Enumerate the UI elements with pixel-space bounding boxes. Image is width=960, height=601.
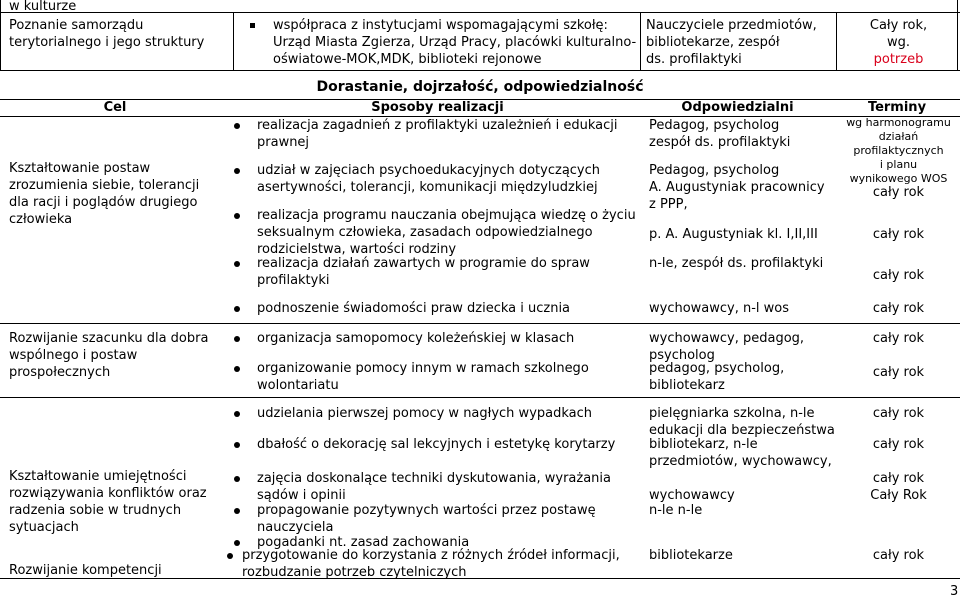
- row3-o1-line-1: pielęgniarka szkolna, n-le: [649, 406, 815, 421]
- bullet-icon: [234, 336, 240, 342]
- row2-s1: organizacja samopomocy koleżeńskiej w klasach: [257, 331, 575, 346]
- top-sposoby-line-1: współpraca z instytucjami wspomagającymi szkołę:: [273, 18, 608, 33]
- row3-s1: udzielania pierwszej pomocy w nagłych wypadkach: [257, 406, 593, 421]
- row3-o2-line-2: przedmiotów, wychowawcy,: [649, 454, 832, 469]
- row3-t6: cały rok: [872, 548, 925, 563]
- row3-cel-line-4: sytuacjach: [9, 520, 79, 535]
- top-odp-line-1: Nauczyciele przedmiotów,: [646, 18, 817, 33]
- row1-cel-line-3: dla racji i poglądów drugiego: [9, 195, 198, 210]
- row2-bottom: [0, 397, 960, 398]
- row1-o3: p. A. Augustyniak kl. I,II,III: [649, 227, 818, 242]
- bullet-icon: [234, 261, 240, 267]
- row1-o2-line-1: Pedagog, psycholog: [649, 163, 780, 178]
- square-bullet-icon: [250, 23, 255, 28]
- row1-s3-line-1: realizacja programu nauczania obejmująca wiedzę o życiu: [257, 208, 636, 223]
- bullet-icon: [234, 213, 240, 219]
- row3-o1-line-2: edukacji dla bezpieczeństwa: [649, 423, 835, 438]
- row3-cel-line-3: radzenia sobie w trudnych: [9, 503, 182, 518]
- bullet-icon: [234, 366, 240, 372]
- row2-t1: cały rok: [872, 331, 925, 346]
- row3-s2: dbałość o dekorację sal lekcyjnych i estetykę korytarzy: [257, 437, 616, 452]
- top-col-border-4: [836, 12, 837, 70]
- bullet-icon: [234, 306, 240, 312]
- row2-cel-line-3: prospołecznych: [9, 365, 111, 380]
- row3-s6-line-2: rozbudzanie potrzeb czytelniczych: [242, 565, 467, 580]
- top-termin-line-2: wg.: [886, 35, 911, 50]
- row1-s1-line-1: realizacja zagadnień z profilaktyki uzależnień i edukacji: [257, 118, 618, 133]
- top-sposoby-line-2: Urząd Miasta Zgierza, Urząd Pracy, placówki kulturalno-: [273, 35, 637, 50]
- row1-s3-line-3: rodzicielstwa, wartości rodziny: [257, 242, 457, 257]
- row1-t4: cały rok: [872, 268, 925, 283]
- bullet-icon: [234, 442, 240, 448]
- page-number: 3: [950, 584, 959, 599]
- row3-cel-line-1: Kształtowanie umiejętności: [9, 469, 187, 484]
- bullet-icon: [234, 411, 240, 417]
- row2-o2-line-2: bibliotekarz: [649, 378, 725, 393]
- row1-cel-line-1: Kształtowanie postaw: [9, 161, 151, 176]
- row1-s5: podnoszenie świadomości praw dziecka i ucznia: [257, 301, 571, 316]
- row1-o1-line-2: zespół ds. profilaktyki: [649, 135, 791, 150]
- bullet-icon: [234, 540, 240, 546]
- top-sposoby-line-3: oświatowe-MOK,MDK, biblioteki rejonowe: [273, 52, 542, 67]
- top-cel-line-2: terytorialnego i jego struktury: [9, 35, 205, 50]
- top-col-border-2: [233, 12, 234, 70]
- row3-s4-line-2: nauczyciela: [257, 520, 334, 535]
- bullet-icon: [234, 476, 240, 482]
- row1-s3-line-2: seksualnym człowieka, zasadach odpowiedzialnego: [257, 225, 593, 240]
- row1-s2-line-2: asertywności, tolerancji, komunikacji międzyludzkiej: [257, 180, 598, 195]
- row1-t1-line-2: działań: [878, 130, 919, 143]
- top-termin-line-3: potrzeb: [873, 52, 924, 67]
- section-title: Dorastanie, dojrzałość, odpowiedzialność: [316, 79, 644, 95]
- row3-o4: n-le n-le: [649, 503, 703, 518]
- row3-cel2: Rozwijanie kompetencji: [9, 563, 162, 578]
- top-termin-line-1: Cały rok,: [869, 18, 928, 33]
- bullet-icon: [234, 123, 240, 129]
- header-cel: Cel: [103, 100, 127, 115]
- header-sposoby: Sposoby realizacji: [371, 100, 504, 115]
- row3-s6-line-1: przygotowanie do korzystania z różnych źródeł informacji,: [242, 548, 620, 563]
- row1-t5: cały rok: [872, 301, 925, 316]
- header-terminy: Terminy: [867, 100, 927, 115]
- row1-o2-line-3: z PPP,: [649, 197, 688, 212]
- top-odp-line-2: bibliotekarze, zespół: [646, 35, 780, 50]
- row1-s2-line-1: udział w zajęciach psychoedukacyjnych dotyczących: [257, 163, 601, 178]
- row3-s3-line-2: sądów i opinii: [257, 488, 346, 503]
- row3-s4-line-1: propagowanie pozytywnych wartości przez postawę: [257, 503, 596, 518]
- row3-o6: bibliotekarze: [649, 548, 733, 563]
- header-odpowiedzialni: Odpowiedzialni: [681, 100, 794, 115]
- row2-o1-line-2: psycholog: [649, 348, 715, 363]
- row2-s2-line-2: wolontariatu: [257, 378, 339, 393]
- row3-o2-line-1: bibliotekarz, n-le: [649, 437, 758, 452]
- row1-cel-line-2: zrozumienia siebie, tolerancji: [9, 178, 200, 193]
- row1-o5: wychowawcy, n-l wos: [649, 301, 790, 316]
- top-odp-line-3: ds. profilaktyki: [646, 52, 742, 67]
- row1-o1-line-1: Pedagog, psycholog: [649, 118, 780, 133]
- row1-t1-line-5: wynikowego WOS: [849, 172, 948, 185]
- top-table-bottom: [0, 70, 960, 71]
- row1-bottom: [0, 323, 960, 324]
- row1-cel-line-4: człowieka: [9, 212, 73, 227]
- row3-o3: wychowawcy: [649, 488, 735, 503]
- row2-t2: cały rok: [872, 365, 925, 380]
- row3-s3-line-1: zajęcia doskonalące techniki dyskutowania, wyrażania: [257, 471, 611, 486]
- bullet-icon: [234, 508, 240, 514]
- row1-s4-line-2: profilaktyki: [257, 273, 330, 288]
- row1-t1-line-3: profilaktycznych: [853, 144, 944, 157]
- row2-o1-line-1: wychowawcy, pedagog,: [649, 331, 805, 346]
- row1-s4-line-1: realizacja działań zawartych w programie do spraw: [257, 256, 590, 271]
- row2-o2-line-1: pedagog, psycholog,: [649, 361, 785, 376]
- row1-s1-line-2: prawnej: [257, 135, 310, 150]
- row2-cel-line-1: Rozwijanie szacunku dla dobra: [9, 331, 209, 346]
- row1-o4: n-le, zespół ds. profilaktyki: [649, 256, 824, 271]
- bullet-icon: [227, 553, 233, 559]
- row1-t1-line-1: wg harmonogramu: [846, 116, 951, 129]
- row3-t4: Cały Rok: [870, 488, 927, 503]
- row1-t1-line-4: i planu: [879, 158, 918, 171]
- row2-s2-line-1: organizowanie pomocy innym w ramach szkolnego: [257, 361, 589, 376]
- top-cel-line-1: Poznanie samorządu: [9, 18, 144, 33]
- row1-o2-line-2: A. Augustyniak pracownicy: [649, 180, 825, 195]
- row3-t3: cały rok: [872, 471, 925, 486]
- top-col-border-3: [640, 12, 641, 70]
- row3-s5: pogadanki nt. zasad zachowania: [257, 535, 470, 550]
- row2-cel-line-2: wspólnego i postaw: [9, 348, 138, 363]
- row1-t2: cały rok: [872, 185, 925, 200]
- row1-t3: cały rok: [872, 227, 925, 242]
- top-col-border-5: [957, 0, 958, 70]
- top-col-border-1: [0, 0, 1, 70]
- row3-t1: cały rok: [872, 406, 925, 421]
- row3-cel-line-2: rozwiązywania konfliktów oraz: [9, 486, 207, 501]
- top-header-cell: w kulturze: [9, 0, 77, 14]
- table-top-border: [0, 12, 960, 13]
- row3-t2: cały rok: [872, 437, 925, 452]
- bullet-icon: [234, 168, 240, 174]
